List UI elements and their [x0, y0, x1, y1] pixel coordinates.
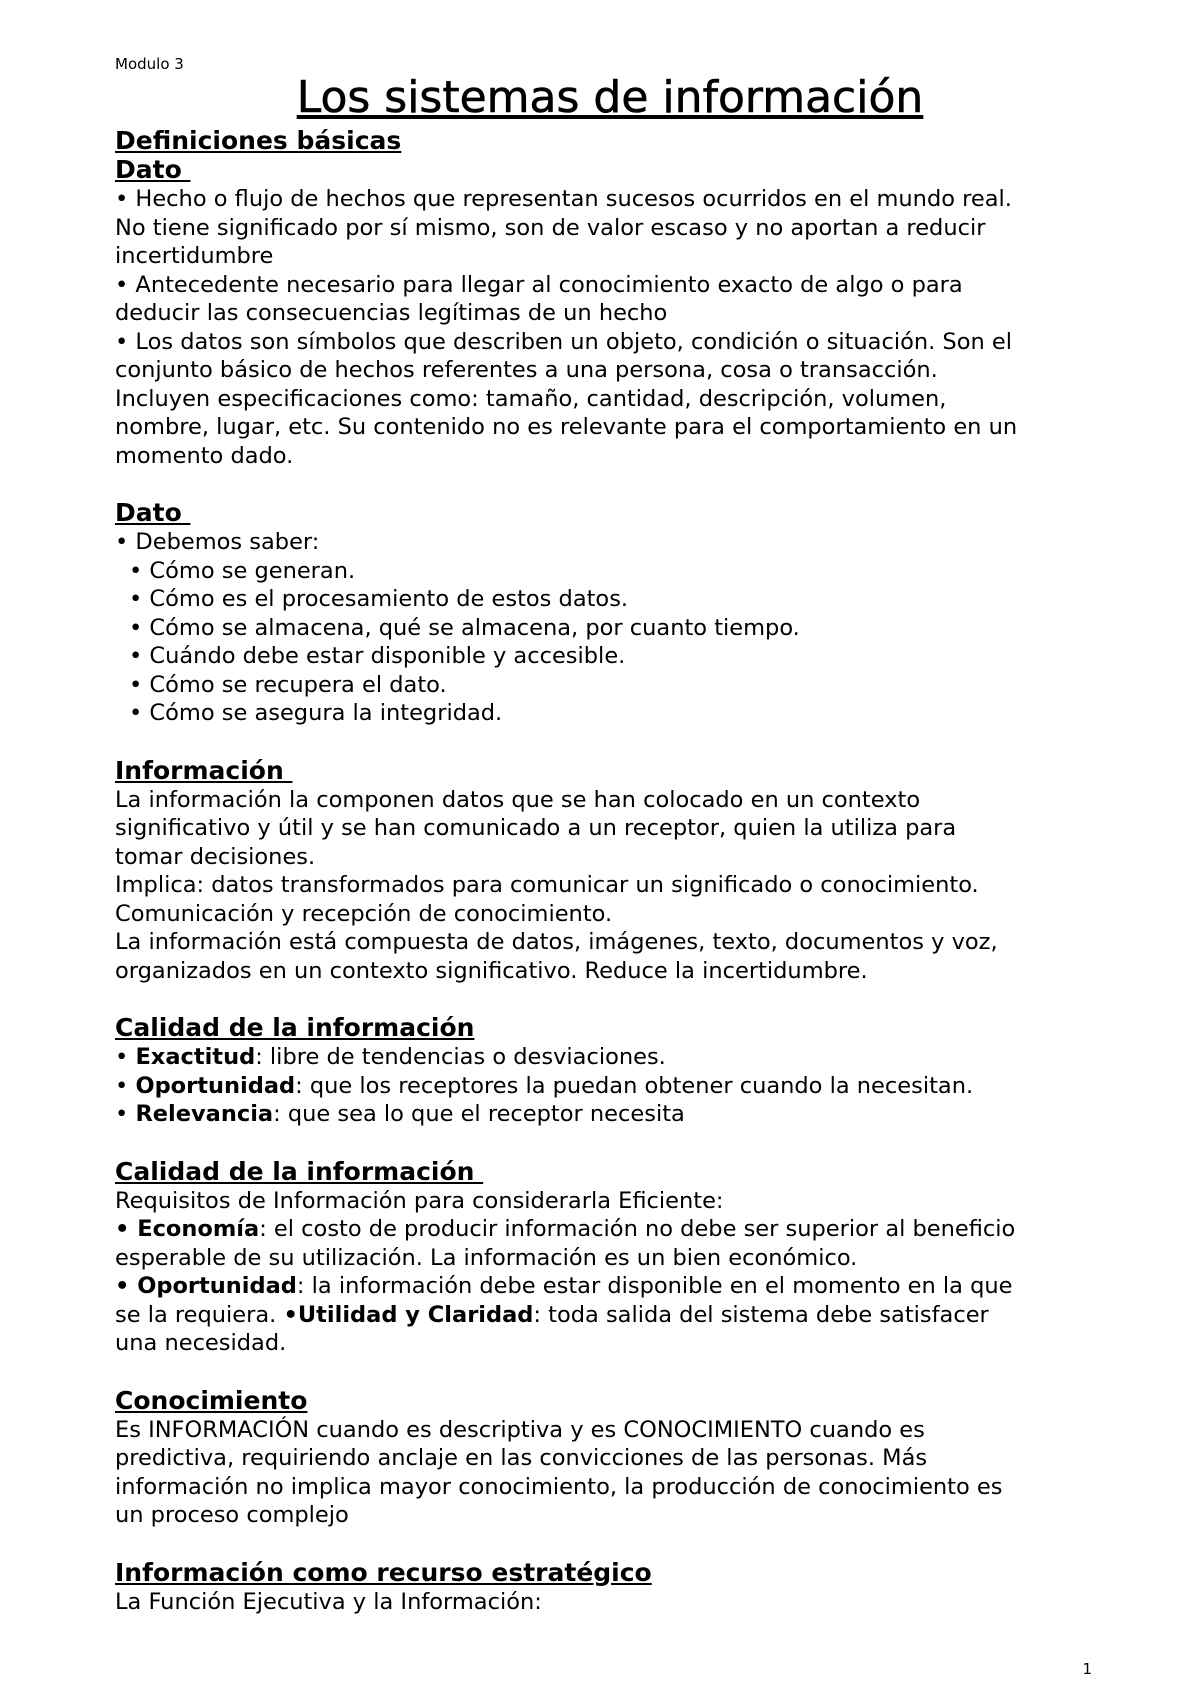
subsection-heading-calidad: Calidad de la información	[115, 1013, 475, 1042]
subsection-heading-conocimiento: Conocimiento	[115, 1385, 308, 1415]
subsection-heading-recurso-estrategico: Información como recurso estratégico	[115, 1557, 652, 1587]
spacer	[115, 1129, 1105, 1157]
term-economia: Economía	[137, 1216, 260, 1242]
subsection-heading-dato: Dato	[115, 155, 191, 184]
term-description: : la información debe estar disponible en el momento en la que	[296, 1273, 1013, 1299]
term-utilidad-claridad: Utilidad y Claridad	[297, 1301, 534, 1328]
text-line: • Hecho o flujo de hechos que representan sucesos ocurridos en el mundo real.	[115, 186, 1012, 212]
text-line: una necesidad.	[115, 1330, 287, 1356]
term-exactitud: Exactitud	[135, 1044, 256, 1070]
list-item	[115, 1072, 1105, 1101]
section-heading-basic-definitions: Definiciones básicas	[115, 126, 402, 155]
spacer	[115, 470, 1105, 498]
text-line: organizados en un contexto significativo. Reduce la incertidumbre.	[115, 957, 868, 984]
informacion-paragraph	[115, 786, 1105, 986]
term-description: : que los receptores la puedan obtener cuando la necesitan.	[295, 1072, 974, 1099]
text-line	[115, 1301, 1105, 1330]
list-item: • Cómo es el procesamiento de estos datos.	[129, 586, 629, 612]
text-line: Incluyen especificaciones como: tamaño, cantidad, descripción, volumen,	[115, 385, 947, 412]
list-item: • Cómo se asegura la integridad.	[129, 700, 503, 726]
text-line	[115, 1215, 1105, 1244]
dato-questions-list	[115, 528, 1105, 728]
term-description: : que sea lo que el receptor necesita	[273, 1101, 685, 1127]
module-label: Modulo 3	[115, 55, 184, 73]
bullet: •	[115, 1072, 136, 1099]
text-line: La información está compuesta de datos, imágenes, texto, documentos y voz,	[115, 929, 998, 955]
text-line	[115, 1272, 1105, 1301]
subsection-heading-informacion: Información	[115, 755, 293, 785]
bullet: •	[115, 1216, 138, 1242]
spacer	[115, 985, 1105, 1013]
bullet: •	[283, 1301, 298, 1328]
text-line: incertidumbre	[115, 243, 274, 269]
bullet: •	[115, 1273, 138, 1299]
text-line: significativo y útil y se han comunicado a un receptor, quien la utiliza para	[115, 815, 957, 841]
calidad-requirements	[115, 1187, 1105, 1358]
text-line: Comunicación y recepción de conocimiento.	[115, 900, 613, 927]
list-item: • Cuándo debe estar disponible y accesible.	[129, 643, 626, 669]
page-number: 1	[1082, 1660, 1092, 1678]
text-line: Implica: datos transformados para comunicar un significado o conocimiento.	[115, 872, 979, 898]
text-line: tomar decisiones.	[115, 843, 316, 870]
term-relevancia: Relevancia	[135, 1101, 274, 1127]
document-title: Los sistemas de información	[296, 72, 924, 123]
bullet: •	[115, 1044, 136, 1070]
text-line: información no implica mayor conocimiento, la producción de conocimiento es	[115, 1473, 1003, 1500]
text-line: • Los datos son símbolos que describen un objeto, condición o situación. Son el	[115, 328, 1012, 355]
list-item: • Cómo se generan.	[129, 557, 356, 584]
text-line: esperable de su utilización. La información es un bien económico.	[115, 1244, 858, 1271]
conocimiento-paragraph	[115, 1416, 1105, 1530]
term-description: : libre de tendencias o desviaciones.	[255, 1044, 666, 1070]
subsection-heading-calidad-2: Calidad de la información	[115, 1156, 484, 1186]
term-oportunidad: Oportunidad	[137, 1273, 297, 1299]
spacer	[115, 1358, 1105, 1386]
document-page	[115, 55, 1105, 1616]
spacer	[115, 728, 1105, 756]
dato-definition-paragraph	[115, 185, 1105, 470]
text-line: La información la componen datos que se han colocado en un contexto	[115, 786, 921, 813]
list-intro: • Debemos saber:	[115, 529, 320, 555]
term-oportunidad: Oportunidad	[135, 1072, 296, 1099]
list-item	[115, 1100, 1105, 1129]
text-fragment: se la requiera.	[115, 1301, 284, 1328]
term-description: : toda salida del sistema debe satisfacer	[533, 1301, 989, 1328]
text-line: • Antecedente necesario para llegar al conocimiento exacto de algo o para	[115, 271, 963, 298]
list-item: • Cómo se recupera el dato.	[129, 671, 447, 698]
list-item: • Cómo se almacena, qué se almacena, por cuanto tiempo.	[129, 614, 800, 641]
requirements-intro: Requisitos de Información para considerarla Eficiente:	[115, 1187, 724, 1214]
text-line: conjunto básico de hechos referentes a una persona, cosa o transacción.	[115, 357, 938, 383]
text-line: nombre, lugar, etc. Su contenido no es relevante para el comportamiento en un	[115, 414, 1018, 440]
text-line: No tiene significado por sí mismo, son de valor escaso y no aportan a reducir	[115, 214, 986, 241]
text-line: un proceso complejo	[115, 1502, 349, 1528]
spacer	[115, 1530, 1105, 1558]
list-item	[115, 1043, 1105, 1072]
text-line: La Función Ejecutiva y la Información:	[115, 1588, 542, 1615]
text-line: predictiva, requiriendo anclaje en las convicciones de las personas. Más	[115, 1445, 928, 1471]
text-line: Es INFORMACIÓN cuando es descriptiva y es CONOCIMIENTO cuando es	[115, 1416, 925, 1443]
calidad-list	[115, 1043, 1105, 1129]
text-line: deducir las consecuencias legítimas de un hecho	[115, 300, 668, 326]
subsection-heading-dato-2: Dato	[115, 498, 191, 527]
text-line: momento dado.	[115, 442, 294, 469]
bullet: •	[115, 1101, 136, 1127]
term-description: : el costo de producir información no debe ser superior al beneficio	[259, 1216, 1016, 1242]
